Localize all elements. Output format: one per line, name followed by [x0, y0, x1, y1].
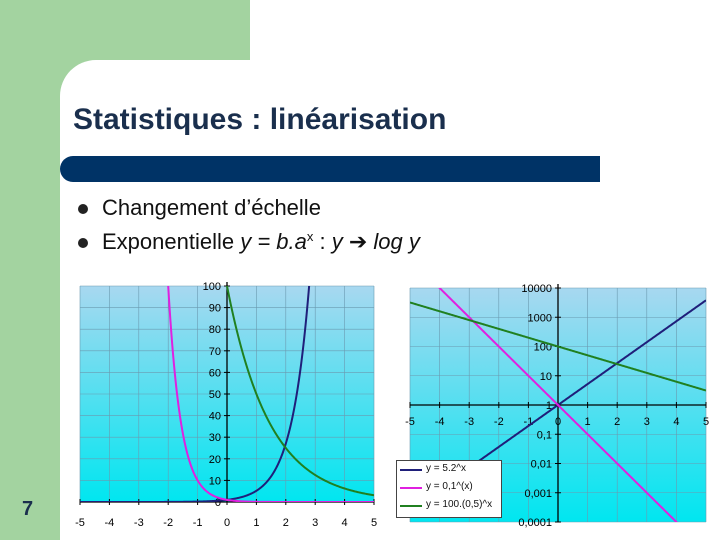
chart-svg — [70, 282, 392, 540]
x-tick-label: -4 — [104, 517, 115, 529]
y-tick-label: 0,0001 — [518, 517, 552, 529]
x-tick-label: -2 — [493, 416, 504, 428]
legend-swatch — [400, 487, 422, 489]
x-tick-label: -5 — [405, 416, 415, 428]
x-tick-label: -1 — [192, 517, 203, 529]
chart-legend — [396, 460, 502, 518]
bullet-text: Changement d’échelle — [102, 195, 321, 220]
title-underline-bar — [60, 156, 600, 182]
x-tick-label: -1 — [523, 416, 534, 428]
y-tick-label: 70 — [208, 345, 221, 358]
y-tick-label: 40 — [208, 410, 221, 423]
x-tick-label: 5 — [702, 416, 710, 428]
y-tick-label: 10 — [539, 370, 552, 383]
x-tick-label: 2 — [614, 416, 621, 428]
legend-label: y = 0,1^(x) — [426, 481, 473, 492]
y-tick-label: 30 — [208, 432, 221, 445]
y-tick-label: 1000 — [527, 312, 552, 325]
y-tick-label: 100 — [533, 341, 552, 354]
bullet-dot-icon — [78, 238, 88, 248]
x-tick-label: -3 — [464, 416, 475, 428]
y-tick-label: 0,001 — [524, 487, 552, 500]
bullet-text: Exponentielle $y = b.a^x$ : y ➔ log y — [102, 229, 420, 254]
arrow-icon: ➔ — [348, 229, 368, 254]
legend-label: y = 5.2^x — [426, 463, 466, 474]
y-tick-label: 0,01 — [530, 458, 552, 471]
bullet-dot-icon — [78, 204, 88, 214]
x-tick-label: 1 — [584, 416, 591, 428]
y-tick-label: 50 — [208, 389, 221, 401]
x-tick-label: -5 — [75, 517, 85, 529]
x-tick-label: 4 — [673, 416, 680, 428]
y-tick-label: 90 — [208, 302, 221, 315]
legend-swatch — [400, 505, 422, 507]
y-tick-label: 80 — [208, 324, 221, 337]
y-tick-label: 10 — [208, 475, 221, 488]
y-tick-label: 0 — [214, 497, 221, 509]
x-tick-label: 2 — [282, 517, 289, 529]
slide-title: Statistiques : linéarisation — [73, 103, 447, 136]
x-tick-label: 4 — [341, 517, 348, 529]
x-tick-label: 5 — [370, 517, 378, 529]
x-tick-label: 0 — [223, 517, 231, 529]
x-tick-label: -3 — [133, 517, 144, 529]
x-tick-label: 3 — [643, 416, 650, 428]
slide-number: 7 — [22, 498, 34, 520]
y-tick-label: 10000 — [521, 283, 552, 295]
linear-scale-chart — [70, 282, 392, 540]
y-tick-label: 1 — [545, 400, 552, 412]
legend-label: y = 100.(0,5)^x — [426, 499, 493, 510]
x-tick-label: 1 — [253, 517, 260, 529]
y-tick-label: 0,1 — [536, 429, 552, 442]
x-tick-label: 3 — [312, 517, 319, 529]
legend-swatch — [400, 469, 422, 471]
x-tick-label: -2 — [163, 517, 174, 529]
y-tick-label: 100 — [202, 282, 221, 293]
y-tick-label: 60 — [208, 367, 221, 380]
y-tick-label: 20 — [208, 453, 221, 466]
x-tick-label: -4 — [434, 416, 445, 428]
x-tick-label: 0 — [554, 416, 562, 428]
